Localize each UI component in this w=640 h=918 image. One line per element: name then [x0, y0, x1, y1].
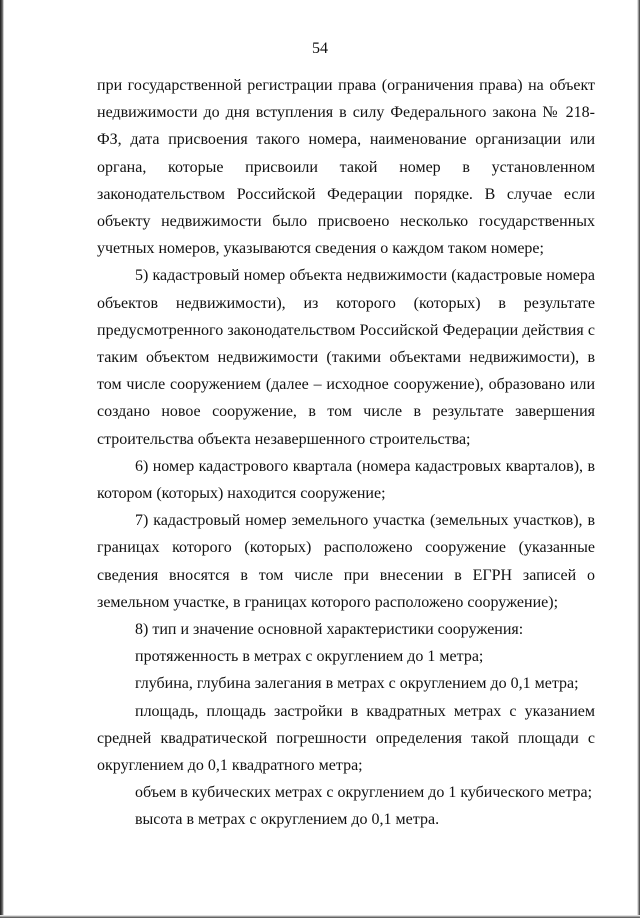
paragraph-volume: объем в кубических метрах с округлением до 1 кубического метра; [135, 784, 593, 802]
body-text [97, 72, 595, 834]
page-number: 54 [312, 40, 328, 57]
paragraph-item-8: 8) тип и значение основной характеристики сооружения: [135, 621, 524, 639]
paragraph-height: высота в метрах с округлением до 0,1 метра. [135, 811, 440, 829]
paragraph-depth: глубина, глубина залегания в метрах с округлением до 0,1 метра; [135, 675, 579, 693]
paragraph-length: протяженность в метрах с округлением до 1 метра; [135, 648, 484, 666]
paragraph-item-6: 6) номер кадастрового квартала (номера кадастровых кварталов), в котором (которых) находится сооружение; [97, 457, 595, 503]
paragraph-area: площадь, площадь застройки в квадратных метрах с указанием средней квадратической погрешности определения такой площади с округлением до 0,1 квадратного метра; [97, 702, 595, 775]
scan-edge-left [0, 0, 4, 918]
paragraph-item-7: 7) кадастровый номер земельного участка (земельных участков), в границах которого (которых) расположено сооружение (указанные сведения вносятся в том числе при внесении в ЕГРН записей о земельном участке, в границах которого расположено сооружение); [97, 512, 595, 611]
paragraph-item-5: 5) кадастровый номер объекта недвижимости (кадастровые номера объектов недвижимости), из которого (которых) в результате предусмотренного законодательством Российской Федерации действия с таким объектом недвижимости (такими объектами недвижимости), в том числе сооружением (далее – исходное сооружение), образовано или создано новое сооружение, в том числе в результате завершения строительства объекта незавершенного строительства; [97, 267, 595, 448]
paragraph-continuation: при государственной регистрации права (ограничения права) на объект недвижимости до дня вступления в силу Федерального закона № 218-ФЗ, дата присвоения такого номера, наименование организации или органа, которые присвоили такой номер в установленном законодательством Российской Федерации порядке. В случае если объекту недвижимости было присвоено несколько государственных учетных номеров, указываются сведения о каждом таком номере; [97, 77, 595, 258]
